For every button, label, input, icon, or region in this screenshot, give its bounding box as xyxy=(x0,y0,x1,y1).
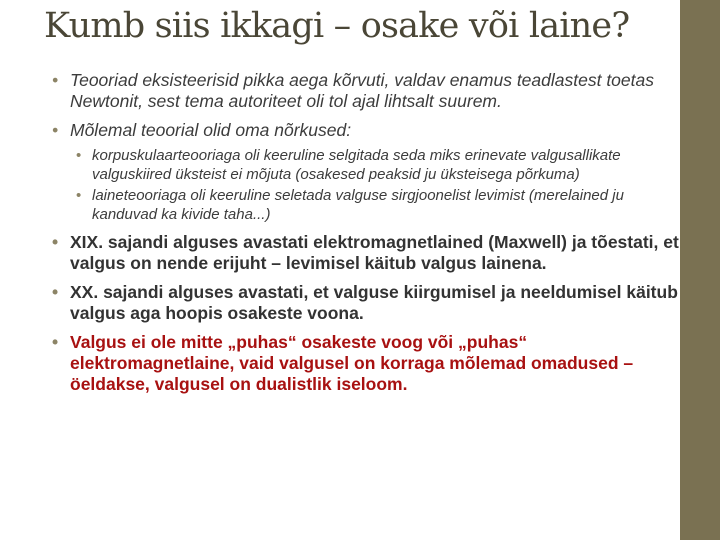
bullet-item-conclusion: • Valgus ei ole mitte „puhas“ osakeste voog või „puhas“ elektromagnetlaine, vaid valgusel on korraga mõlemad omadused – öeldakse, valgusel on dualistlik iseloom. xyxy=(52,332,680,395)
bullet-list xyxy=(52,70,680,395)
bullet-text: Mõlemal teoorial olid oma nõrkused: xyxy=(70,120,352,140)
sub-bullet-item: • laineteooriaga oli keeruline seletada valguse sirgjoonelist levimist (merelained ju kanduvad ka kivide taha...) xyxy=(76,187,680,224)
slide-body xyxy=(52,70,680,403)
bullet-item-bold: • XIX. sajandi alguses avastati elektromagnetlained (Maxwell) ja tõestati, et valgus on nende erijuht – levimisel käitub valgus lainena. xyxy=(52,232,680,274)
accent-side-bar xyxy=(680,0,720,540)
bullet-item-bold: • XX. sajandi alguses avastati, et valguse kiirgumisel ja neeldumisel käitub valgus aga hoopis osakeste voona. xyxy=(52,282,680,324)
slide-title: Kumb siis ikkagi – osake või laine? xyxy=(44,6,630,46)
sub-bullet-list xyxy=(76,147,680,224)
bullet-item: • Teooriad eksisteerisid pikka aega kõrvuti, valdav enamus teadlastest toetas Newtonit, sest tema autoriteet oli tol ajal lihtsalt suurem. xyxy=(52,70,680,112)
bullet-item-weaknesses xyxy=(52,120,680,224)
sub-bullet-item: • korpuskulaarteooriaga oli keeruline selgitada seda miks erinevate valgusallikate valguskiired üksteist ei mõjuta (osakesed peaksid ju üksteisega põrkuma) xyxy=(76,147,680,184)
